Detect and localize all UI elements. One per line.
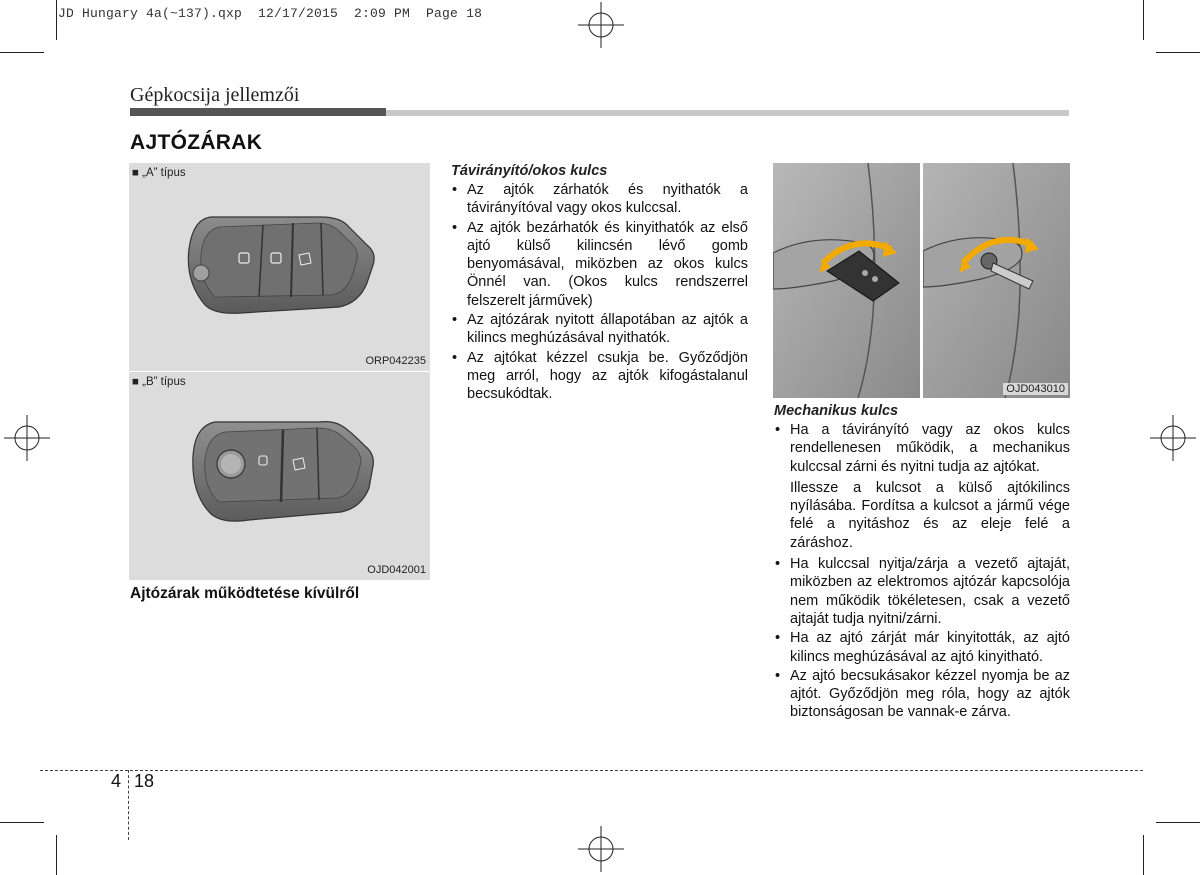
flip-key-icon bbox=[181, 209, 377, 321]
crop-mark bbox=[0, 822, 44, 823]
crop-mark bbox=[0, 52, 44, 53]
section-rule bbox=[386, 110, 1069, 116]
page-number: 18 bbox=[134, 771, 155, 791]
remote-key-list bbox=[451, 181, 748, 404]
print-slug: JD Hungary 4a(~137).qxp 12/17/2015 2:09 PM Page 18 bbox=[58, 6, 483, 21]
section-title: Gépkocsija jellemzői bbox=[130, 84, 300, 106]
door-handle-key-icon bbox=[923, 163, 1070, 398]
list-item: • Ha az ajtó zárját már kinyitották, az ajtó kilincs meghúzásával az ajtó kinyitható. bbox=[774, 629, 1070, 666]
list-item: • Az ajtó becsukásakor kézzel nyomja be az ajtót. Győződjön meg róla, hogy az ajtók biztonságosan be vannak-e zárva. bbox=[774, 667, 1070, 722]
door-handle-remote-icon bbox=[773, 163, 920, 398]
crop-mark bbox=[56, 0, 57, 40]
crop-mark bbox=[56, 835, 57, 875]
figure-key-type-b bbox=[129, 371, 430, 580]
section-rule bbox=[130, 108, 386, 116]
smart-key-icon bbox=[189, 416, 375, 526]
figure-code: OJD042001 bbox=[367, 564, 426, 576]
mechanical-key-list bbox=[774, 421, 1070, 476]
mechanical-key-section bbox=[774, 403, 1070, 723]
figure-code: ORP042235 bbox=[365, 355, 426, 367]
list-item: • Az ajtók bezárhatók és kinyithatók az első ajtó külső kilincsén lévő gomb benyomásával, miközben az okos kulcs Önnél van. (Okos kulcs rendszerrel felszerelt járművek) bbox=[451, 219, 748, 310]
figure-code: OJD043010 bbox=[1003, 383, 1068, 395]
list-item: • Az ajtók zárhatók és nyithatók a távirányítóval vagy okos kulccsal. bbox=[451, 181, 748, 218]
crop-mark bbox=[1156, 822, 1200, 823]
figure-label: ■ „A” típus bbox=[132, 167, 186, 179]
remote-key-heading: Távirányító/okos kulcs bbox=[451, 163, 608, 179]
list-item: • Ha kulccsal nyitja/zárja a vezető ajtaját, miközben az elektromos ajtózár kapcsolója nem működik tökéletesen, csak a vezető ajtaját tudja nyitni/zárni. bbox=[774, 555, 1070, 628]
page-heading: AJTÓZÁRAK bbox=[130, 131, 263, 154]
figure-key-type-a bbox=[129, 163, 430, 371]
list-item: • Az ajtózárak nyitott állapotában az ajtók a kilincs meghúzásával nyithatók. bbox=[451, 311, 748, 348]
figure-door-handles bbox=[773, 163, 1070, 398]
footer-rule bbox=[40, 770, 1143, 771]
figure-label: ■ „B” típus bbox=[132, 376, 186, 388]
registration-mark-icon bbox=[578, 826, 624, 872]
list-item: • Az ajtókat kézzel csukja be. Győződjön meg arról, hogy az ajtók kifogástalanul becsukódtak. bbox=[451, 349, 748, 404]
crop-mark bbox=[1156, 52, 1200, 53]
list-item-continuation: Illessze a kulcsot a külső ajtókilincs nyílásába. Fordítsa a kulcsot a jármű vége felé a nyitáshoz és az eleje felé a záráshoz. bbox=[790, 479, 1070, 551]
crop-mark bbox=[1143, 835, 1144, 875]
mechanical-key-list bbox=[774, 555, 1070, 722]
crop-mark bbox=[1143, 0, 1144, 40]
chapter-number: 4 bbox=[111, 771, 122, 791]
mechanical-key-heading: Mechanikus kulcs bbox=[774, 403, 899, 419]
footer-divider bbox=[128, 770, 129, 840]
left-subheading: Ajtózárak működtetése kívülről bbox=[130, 585, 360, 602]
list-item: • Ha a távirányító vagy az okos kulcs rendellenesen működik, a mechanikus kulccsal zárni és nyitni tudja az ajtókat. bbox=[774, 421, 1070, 476]
registration-mark-icon bbox=[4, 415, 50, 461]
registration-mark-icon bbox=[1150, 415, 1196, 461]
figure-divider bbox=[920, 163, 923, 398]
registration-mark-icon bbox=[578, 2, 624, 48]
remote-key-section bbox=[451, 163, 748, 405]
